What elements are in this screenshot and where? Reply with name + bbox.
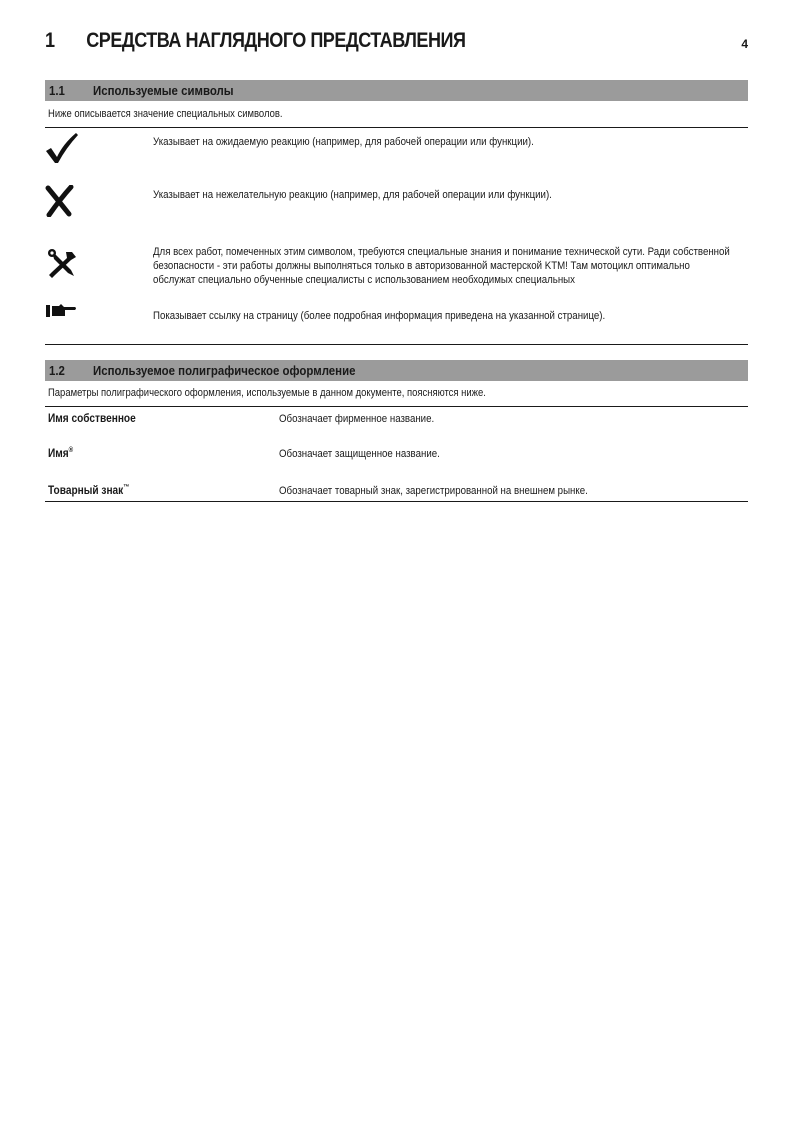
term-label: Имя собственное <box>48 412 136 425</box>
symbol-description: Указывает на нежелательную реакцию (например, для рабочей операции или функции). <box>153 189 552 201</box>
divider <box>45 406 748 407</box>
chapter-number: 1 <box>45 29 55 52</box>
symbol-description: Для всех работ, помеченных этим символом, требуются специальные знания и понимание технической сути. Ради собственной безопасности - эти работы должны выполняться только в авторизованной мастерской KTM! Там мотоцикл оптимально обслужат специально обученные специалисты с использованием необходимых специальных <box>153 246 730 286</box>
term-description: Обозначает товарный знак, зарегистрированной на внешнем рынке. <box>279 485 588 497</box>
pointing-hand-icon <box>45 303 77 324</box>
chapter-title-text: СРЕДСТВА НАГЛЯДНОГО ПРЕДСТАВЛЕНИЯ <box>86 29 466 52</box>
chapter-title <box>45 29 465 57</box>
section-title: Используемые символы <box>93 83 234 98</box>
section-1-2-header <box>45 360 748 381</box>
cross-icon <box>45 185 75 222</box>
tools-icon <box>45 248 79 285</box>
section-number: 1.1 <box>49 83 65 98</box>
section-title: Используемое полиграфическое оформление <box>93 363 356 378</box>
checkmark-icon <box>45 131 79 170</box>
section-number: 1.2 <box>49 363 65 378</box>
term-description: Обозначает защищенное название. <box>279 448 440 460</box>
term-description: Обозначает фирменное название. <box>279 413 435 425</box>
divider <box>45 127 748 128</box>
page-number: 4 <box>741 37 748 51</box>
section-intro: Ниже описывается значение специальных символов. <box>48 108 283 120</box>
section-1-1-header <box>45 80 748 101</box>
registered-mark: ® <box>68 447 74 454</box>
trademark-mark: ™ <box>123 484 130 491</box>
term-label: Имя® <box>48 447 74 460</box>
divider <box>45 344 748 345</box>
symbol-description: Указывает на ожидаемую реакцию (например, для рабочей операции или функции). <box>153 136 534 148</box>
term-label: Товарный знак™ <box>48 484 130 497</box>
section-intro: Параметры полиграфического оформления, используемые в данном документе, поясняются ниже. <box>48 387 486 399</box>
symbol-description: Показывает ссылку на страницу (более подробная информация приведена на указанной странице). <box>153 310 606 322</box>
divider <box>45 501 748 502</box>
